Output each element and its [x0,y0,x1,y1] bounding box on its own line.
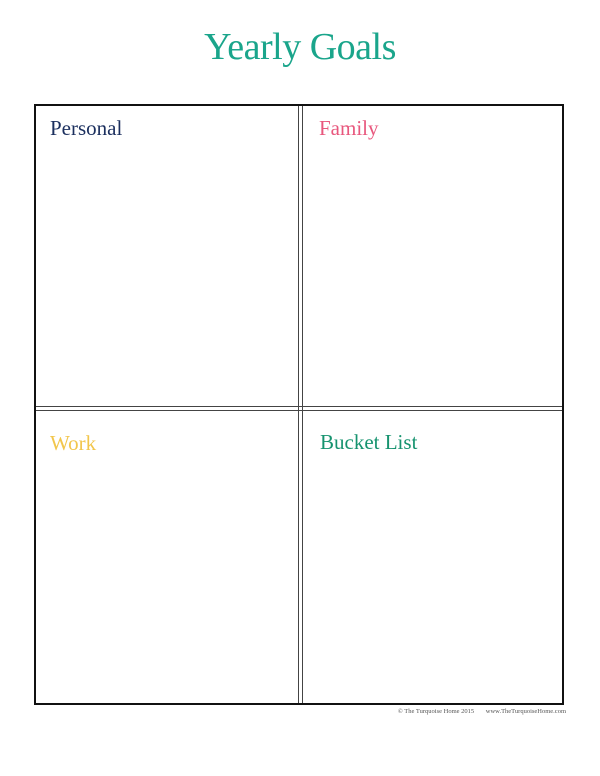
bucket-list-section-title: Bucket List [320,430,418,454]
family-section-title: Family [319,116,379,140]
work-section-title: Work [50,431,97,455]
personal-section-title: Personal [50,116,123,140]
page-title: Yearly Goals [204,26,396,68]
family-section[interactable] [303,106,562,406]
goals-grid [34,104,564,705]
horizontal-divider-line [36,406,562,407]
bucket-list-section[interactable] [303,411,562,703]
footer-credit [0,707,566,716]
personal-section[interactable] [36,106,298,406]
work-section[interactable] [36,411,298,703]
footer-website: www.TheTurquoiseHome.com [485,708,566,715]
footer-copyright: © The Turquoise Home 2015 [397,708,475,715]
vertical-divider-line [298,106,299,703]
